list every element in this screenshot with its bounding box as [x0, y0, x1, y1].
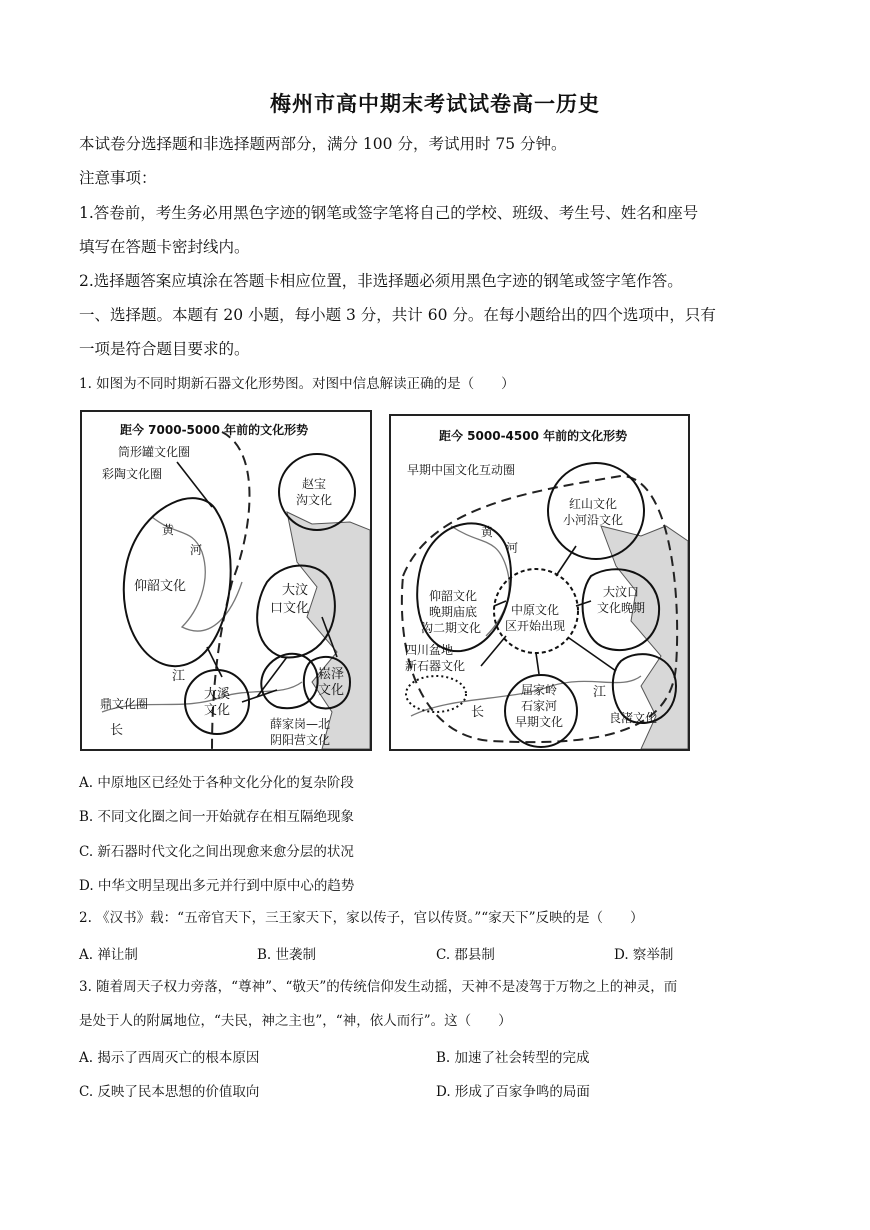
map-label-jiang-r: 江 [593, 685, 607, 700]
map-label-dawenkou-2: 口文化 [270, 601, 310, 616]
exam-intro: 本试卷分选择题和非选择题两部分，满分 100 分，考试用时 75 分钟。 [79, 135, 567, 153]
map-label-zaoqi: 早期中国文化互动圈 [407, 463, 516, 477]
map-label-yangshao: 仰韶文化 [134, 579, 187, 594]
map-label-dawenkou-r-1: 大汶口 [603, 585, 640, 599]
map-label-songze-1: 崧泽 [318, 667, 345, 682]
q1-option-a: A. 中原地区已经处于各种文化分化的复杂阶段 [79, 775, 354, 791]
map-label-zhaobaogou-2: 沟文化 [296, 493, 333, 507]
map-label-huang: 黄 [162, 523, 175, 537]
q2-option-c: C. 郡县制 [436, 947, 495, 963]
map-label-he: 河 [190, 543, 203, 557]
map-label-caitao: 彩陶文化圈 [102, 467, 163, 481]
q3-option-a: A. 揭示了西周灭亡的根本原因 [79, 1050, 260, 1066]
map-label-sichuan-2: 新石器文化 [405, 659, 466, 673]
map-label-yangshao-3: 沟二期文化 [421, 621, 482, 635]
map-label-huang-r: 黄 [481, 525, 494, 539]
map-label-xuejiagang-2: 阴阳营文化 [270, 733, 331, 747]
notice-item-2: 2.选择题答案应填涂在答题卡相应位置，非选择题必须用黑色字迹的钢笔或签字笔作答。 [79, 272, 683, 290]
map-label-dawenkou-r-2: 文化晚期 [597, 601, 646, 615]
map-label-qujialing-3: 早期文化 [515, 715, 564, 729]
map-label-daxi-2: 文化 [204, 703, 231, 718]
q1-option-d: D. 中华文明呈现出多元并行到中原中心的趋势 [79, 878, 355, 894]
map-label-chang: 长 [110, 723, 124, 738]
q3-option-c: C. 反映了民本思想的价值取向 [79, 1084, 260, 1100]
question-3-stem: 3. 随着周天子权力旁落，“尊神”、“敬天”的传统信仰发生动摇，天神不是凌驾于万物之上的神灵，而 [79, 979, 678, 995]
map-label-chang-r: 长 [471, 705, 485, 720]
notice-item-1-cont: 填写在答题卡密封线内。 [79, 238, 250, 256]
q2-option-a: A. 禅让制 [79, 947, 138, 963]
q3-option-b: B. 加速了社会转型的完成 [436, 1050, 590, 1066]
page-title: 梅州市高中期末考试试卷高一历史 [270, 91, 600, 116]
map-label-tongxingguan: 筒形罐文化圈 [118, 445, 191, 459]
map-right [389, 414, 690, 751]
map-label-jiang: 江 [172, 669, 186, 684]
q3-option-d: D. 形成了百家争鸣的局面 [436, 1084, 590, 1100]
notice-item-1: 1.答卷前，考生务必用黑色字迹的钢笔或签字笔将自己的学校、班级、考生号、姓名和座号 [79, 204, 699, 222]
map-label-yangshao-1: 仰韶文化 [429, 589, 478, 603]
map-label-zhongyuan-2: 区开始出现 [505, 619, 566, 633]
q1-option-c: C. 新石器时代文化之间出现愈来愈分层的状况 [79, 844, 354, 860]
notice-heading: 注意事项： [79, 169, 157, 187]
section-heading: 一、选择题。本题有 20 小题，每小题 3 分，共计 60 分。在每小题给出的四个选项中，只有 [79, 306, 716, 324]
question-3-stem-cont: 是处于人的附属地位，“夫民，神之主也”，“神，依人而行”。这（ ） [79, 1013, 512, 1029]
map-label-ding: 鼎文化圈 [100, 697, 149, 711]
map-label-sichuan-1: 四川盆地 [405, 643, 454, 657]
map-label-zhaobaogou-1: 赵宝 [302, 477, 327, 491]
map-label-hongshan-1: 红山文化 [569, 497, 618, 511]
q2-option-d: D. 察举制 [614, 947, 674, 963]
map-left-title: 距今 7000-5000 年前的文化形势 [120, 423, 309, 437]
map-label-songze-2: 文化 [318, 683, 345, 698]
map-label-qujialing-2: 石家河 [521, 699, 558, 713]
q1-option-b: B. 不同文化圈之间一开始就存在相互隔绝现象 [79, 809, 355, 825]
map-label-zhongyuan-1: 中原文化 [511, 603, 560, 617]
map-label-yangshao-2: 晚期庙底 [429, 605, 478, 619]
map-label-daxi-1: 大溪 [204, 687, 231, 702]
map-label-qujialing-1: 屈家岭 [521, 683, 558, 697]
map-label-xuejiagang-1: 薛家岗—北 [270, 717, 331, 731]
section-heading-cont: 一项是符合题目要求的。 [79, 340, 250, 358]
map-label-he-r: 河 [506, 541, 519, 555]
map-label-hongshan-2: 小河沿文化 [563, 513, 624, 527]
question-1-stem: 1. 如图为不同时期新石器文化形势图。对图中信息解读正确的是（ ） [79, 376, 515, 392]
question-2-stem: 2. 《汉书》载：“五帝官天下，三王家天下，家以传子，官以传贤。”“家天下”反映的是（ ） [79, 910, 644, 926]
map-label-liangzhu: 良渚文化 [609, 711, 658, 725]
map-right-title: 距今 5000-4500 年前的文化形势 [439, 429, 628, 443]
map-label-dawenkou-1: 大汶 [282, 583, 309, 598]
map-left [80, 410, 372, 751]
q2-option-b: B. 世袭制 [257, 947, 317, 963]
